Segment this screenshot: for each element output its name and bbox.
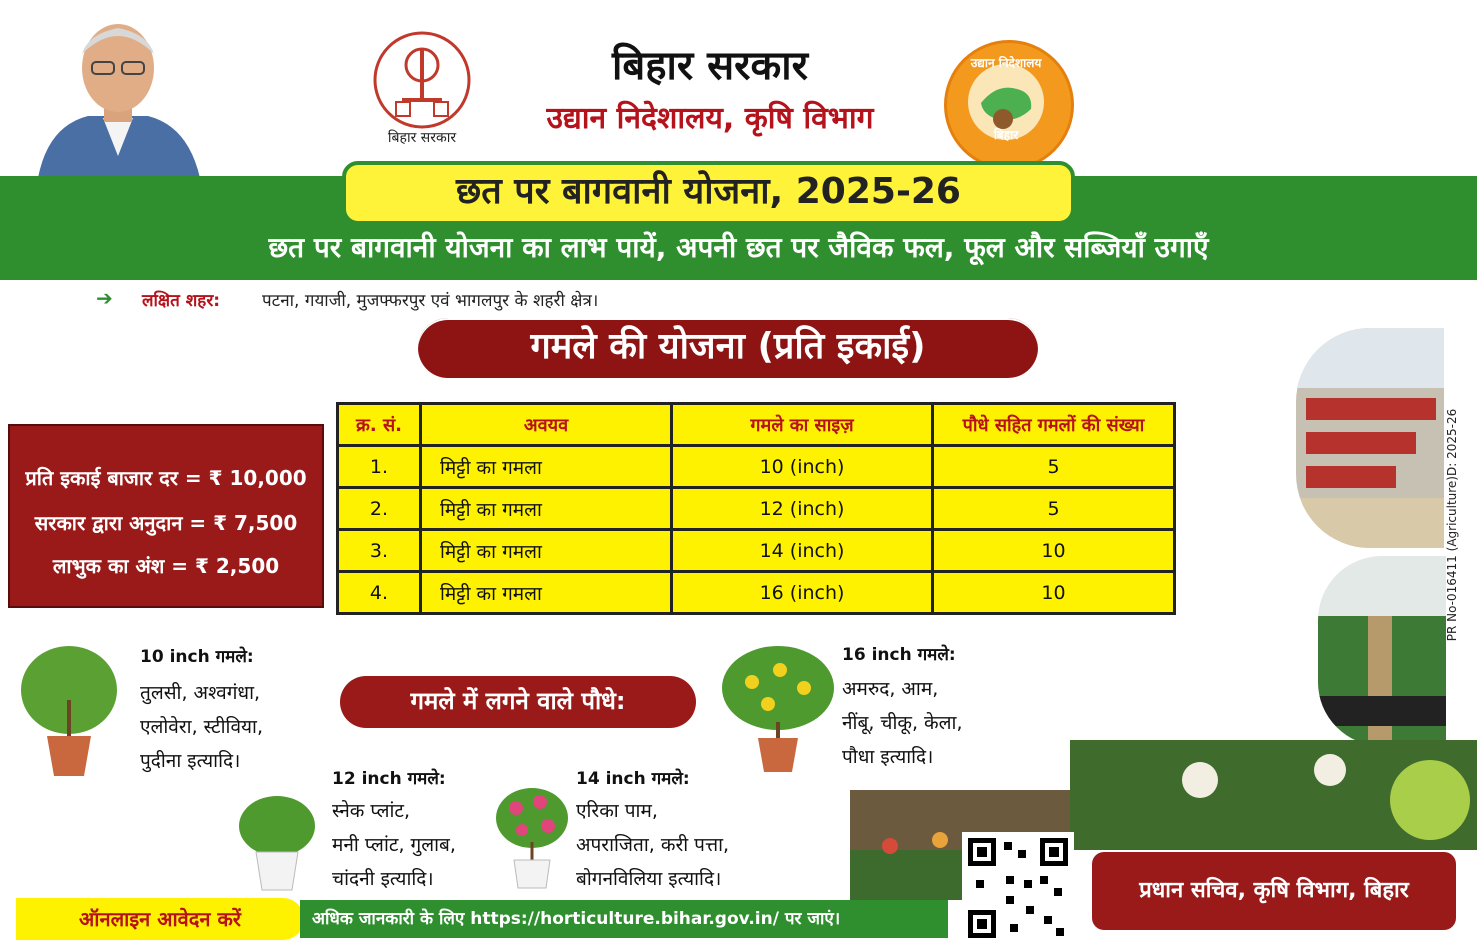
cell-size: 14 (inch) — [672, 530, 933, 572]
target-city-label: लक्षित शहर: — [142, 291, 221, 311]
plant-14-heading: 14 inch गमले: — [576, 769, 690, 789]
plant-12-list — [332, 794, 456, 896]
market-rate: प्रति इकाई बाजार दर = ₹ 10,000 — [25, 466, 307, 490]
plant-12-line: स्नेक प्लांट, — [332, 800, 411, 822]
plant-10-line: तुलसी, अश्वगंधा, — [140, 682, 261, 704]
cell-item: मिट्टी का गमला — [421, 446, 672, 488]
plant-10-list — [140, 676, 263, 778]
qr-code-icon[interactable] — [962, 832, 1074, 944]
cell-size: 10 (inch) — [672, 446, 933, 488]
plant-14-list — [576, 794, 729, 896]
cell-size: 12 (inch) — [672, 488, 933, 530]
lemon-tree-icon — [718, 642, 838, 776]
cell-serial: 1. — [338, 446, 421, 488]
cell-item: मिट्टी का गमला — [421, 530, 672, 572]
scheme-title: छत पर बागवानी योजना, 2025-26 — [342, 161, 1075, 225]
government-grant: सरकार द्वारा अनुदान = ₹ 7,500 — [34, 511, 298, 535]
online-apply-button[interactable]: ऑनलाइन आवेदन करें — [16, 898, 304, 940]
cell-serial: 4. — [338, 572, 421, 614]
cell-item: मिट्टी का गमला — [421, 488, 672, 530]
cell-serial: 3. — [338, 530, 421, 572]
plants-title: गमले में लगने वाले पौधे: — [340, 676, 696, 728]
emblem-caption: बिहार सरकार — [387, 130, 457, 146]
bihar-emblem-icon — [372, 30, 472, 140]
money-plant-icon — [236, 792, 318, 892]
column-header: क्र. सं. — [338, 404, 421, 446]
department-title: उद्यान निदेशालय, कृषि विभाग — [546, 101, 874, 136]
cell-count: 10 — [933, 572, 1175, 614]
pr-number: PR No-016411 (Agriculture)D: 2025-26 — [1445, 408, 1459, 642]
scheme-tagline: छत पर बागवानी योजना का लाभ पायें, अपनी छत पर जैविक फल, फूल और सब्जियाँ उगाएँ — [268, 231, 1209, 264]
arrow-right-icon: ➔ — [96, 286, 113, 310]
rooftop-garden-photo — [1296, 328, 1444, 548]
target-city-text: पटना, गयाजी, मुजफ्फरपुर एवं भागलपुर के शहरी क्षेत्र। — [262, 291, 599, 311]
bougainvillea-plant-icon — [492, 782, 572, 892]
plant-12-line: चांदनी इत्यादि। — [332, 868, 434, 890]
cell-size: 16 (inch) — [672, 572, 933, 614]
table-row — [338, 488, 1175, 530]
plant-12-heading: 12 inch गमले: — [332, 769, 446, 789]
plant-16-line: पौधा इत्यादि। — [842, 746, 934, 768]
beneficiary-share: लाभुक का अंश = ₹ 2,500 — [52, 554, 280, 578]
plant-10-heading: 10 inch गमले: — [140, 647, 254, 667]
plant-12-line: मनी प्लांट, गुलाब, — [332, 834, 456, 856]
table-row — [338, 446, 1175, 488]
balcony-plants-photo — [1070, 740, 1477, 850]
cell-item: मिट्टी का गमला — [421, 572, 672, 614]
column-header: पौधे सहित गमलों की संख्या — [933, 404, 1175, 446]
rate-box — [8, 424, 324, 608]
seal-bottom-text: बिहार — [993, 128, 1019, 142]
plant-16-line: अमरुद, आम, — [842, 678, 939, 700]
plant-16-heading: 16 inch गमले: — [842, 645, 956, 665]
table-row — [338, 530, 1175, 572]
pot-table — [336, 402, 1176, 615]
plant-14-line: एरिका पाम, — [576, 800, 658, 822]
column-header: गमले का साइज़ — [672, 404, 933, 446]
chief-minister-portrait — [18, 6, 218, 178]
government-title: बिहार सरकार — [612, 43, 808, 89]
plant-16-line: नींबू, चीकू, केला, — [842, 712, 963, 734]
principal-secretary-label: प्रधान सचिव, कृषि विभाग, बिहार — [1092, 852, 1456, 930]
plant-14-line: अपराजिता, करी पत्ता, — [576, 834, 730, 856]
seal-top-text: उद्यान निदेशालय — [970, 56, 1042, 70]
plant-10-line: एलोवेरा, स्टीविया, — [140, 716, 263, 738]
cell-count: 5 — [933, 488, 1175, 530]
plant-10-line: पुदीना इत्यादि। — [140, 750, 241, 772]
greenhouse-garden-photo — [1318, 556, 1446, 746]
table-header-row — [338, 404, 1175, 446]
cell-serial: 2. — [338, 488, 421, 530]
website-link[interactable]: अधिक जानकारी के लिए https://horticulture.bihar.gov.in/ पर जाएं। — [300, 900, 948, 938]
pot-scheme-title: गमले की योजना (प्रति इकाई) — [418, 318, 1038, 378]
plant-16-list — [842, 672, 963, 774]
cell-count: 10 — [933, 530, 1175, 572]
tulsi-plant-icon — [14, 640, 124, 780]
column-header: अवयव — [421, 404, 672, 446]
plant-14-line: बोगनविलिया इत्यादि। — [576, 868, 722, 890]
table-row — [338, 572, 1175, 614]
cell-count: 5 — [933, 446, 1175, 488]
